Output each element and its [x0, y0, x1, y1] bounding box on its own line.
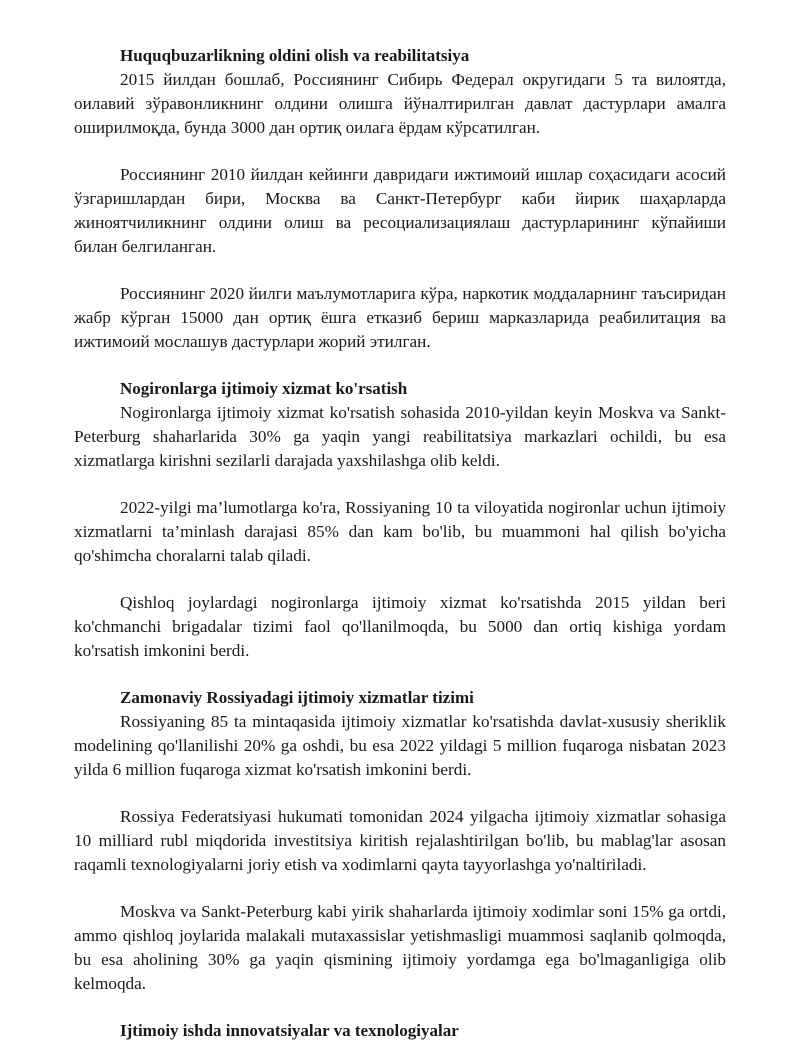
- section-heading-social-services-system: Zamonaviy Rossiyadagi ijtimoiy xizmatlar tizimi: [120, 688, 474, 707]
- paragraph: Россиянинг 2020 йилги маълумотларига кўра, наркотик моддаларнинг таъсиридан жабр кўрган 15000 дан ортиқ ёшга етказиб бериш марказларида реабилитация ва ижтимоий мослашув дастурлари жорий этилган.: [74, 284, 726, 351]
- paragraph: 2015 йилдан бошлаб, Россиянинг Сибирь Федерал округидаги 5 та вилоятда, оилавий зўравонликнинг олдини олишга йўналтирилган давлат дастурлари амалга оширилмоқда, бунда 3000 дан ортиқ оилага ёрдам кўрсатилган.: [74, 70, 726, 137]
- paragraph: Qishloq joylardagi nogironlarga ijtimoiy xizmat ko'rsatishda 2015 yildan beri ko'chmanchi brigadalar tizimi faol qo'llanilmoqda, bu 5000 dan ortiq kishiga yordam ko'rsatish imkonini berdi.: [74, 593, 726, 660]
- paragraph: Moskva va Sankt-Peterburg kabi yirik shaharlarda ijtimoiy xodimlar soni 15% ga ortdi, ammo qishloq joylarida malakali mutaxassislar yetishmasligi muammosi saqlanib qolmoqda, bu esa aholining 30% ga yaqin qismining ijtimoiy yordamga ega bo'lmaganligiga olib kelmoqda.: [74, 902, 726, 993]
- paragraph: Россиянинг 2010 йилдан кейинги давридаги ижтимоий ишлар соҳасидаги асосий ўзгаришлардан бири, Москва ва Санкт-Петербург каби йирик шаҳарларда жиноятчиликнинг олдини олиш ва ресоциализациялаш дастурларининг кўпайиши билан белгиланган.: [74, 165, 726, 256]
- section-heading-crime-prevention: Huquqbuzarlikning oldini olish va reabilitatsiya: [120, 46, 470, 65]
- section-heading-innovations: Ijtimoiy ishda innovatsiyalar va texnologiyalar: [120, 1021, 459, 1040]
- document-page: [74, 44, 726, 1043]
- paragraph: Rossiyaning 85 ta mintaqasida ijtimoiy xizmatlar ko'rsatishda davlat-xususiy sheriklik modelining qo'llanilishi 20% ga oshdi, bu esa 2022 yildagi 5 million fuqaroga nisbatan 2023 yilda 6 million fuqaroga xizmat ko'rsatish imkonini berdi.: [74, 712, 726, 779]
- paragraph: Rossiya Federatsiyasi hukumati tomonidan 2024 yilgacha ijtimoiy xizmatlar sohasiga 10 milliard rubl miqdorida investitsiya kiritish rejalashtirilgan bo'lib, bu mablag'lar asosan raqamli texnologiyalarni joriy etish va xodimlarni qayta tayyorlashga yo'naltiriladi.: [74, 807, 726, 874]
- paragraph: 2022-yilgi ma’lumotlarga ko'ra, Rossiyaning 10 ta viloyatida nogironlar uchun ijtimoiy xizmatlarni ta’minlash darajasi 85% dan kam bo'lib, bu muammoni hal qilish bo'yicha qo'shimcha choralarni talab qiladi.: [74, 498, 726, 565]
- paragraph: Nogironlarga ijtimoiy xizmat ko'rsatish sohasida 2010-yildan keyin Moskva va Sankt-Peterburg shaharlarida 30% ga yaqin yangi reabilitatsiya markazlari ochildi, bu esa xizmatlarga kirishni sezilarli darajada yaxshilashga olib keldi.: [74, 403, 726, 470]
- section-heading-disability-services: Nogironlarga ijtimoiy xizmat ko'rsatish: [120, 379, 408, 398]
